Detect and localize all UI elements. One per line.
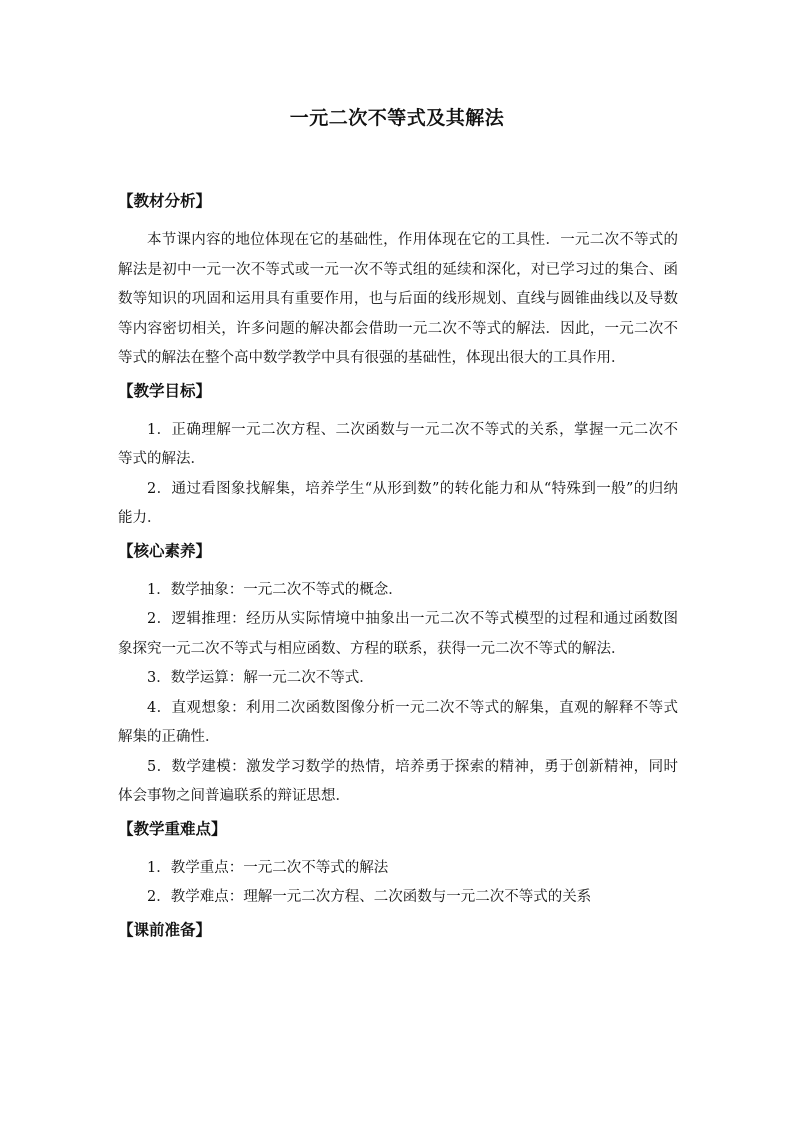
literacy-item-2: 2．逻辑推理：经历从实际情境中抽象出一元二次不等式模型的过程和通过函数图象探究一元二次不等式与相应函数、方程的联系，获得一元二次不等式的解法． <box>118 611 678 657</box>
literacy-item-1: 1．数学抽象：一元二次不等式的概念． <box>147 581 403 598</box>
key-point-item-1: 1．教学重点：一元二次不等式的解法 <box>147 859 389 876</box>
section-heading-preparation: 【课前准备】 <box>118 919 212 939</box>
section-heading-literacy: 【核心素养】 <box>118 540 212 560</box>
document-title: 一元二次不等式及其解法 <box>289 107 505 129</box>
document-body <box>118 186 678 949</box>
key-point-item-2: 2．教学难点：理解一元二次方程、二次函数与一元二次不等式的关系 <box>147 889 592 905</box>
section-core-literacy <box>118 536 678 812</box>
literacy-item-3: 3．数学运算：解一元二次不等式． <box>147 670 374 686</box>
section-key-difficult-points <box>118 814 678 913</box>
literacy-item-4: 4．直观想象：利用二次函数图像分析一元二次不等式的解集，直观的解释不等式解集的正确性． <box>118 699 678 745</box>
analysis-paragraph: 本节课内容的地位体现在它的基础性，作用体现在它的工具性．一元二次不等式的解法是初中一元一次不等式或一元一次不等式组的延续和深化，对已学习过的集合、函数等知识的巩固和运用具有重要作用，也与后面的线形规划、直线与圆锥曲线以及导数等内容密切相关，许多问题的解决都会借助一元二次不等式的解法．因此，一元二次不等式的解法在整个高中数学教学中具有很强的基础性，体现出很大的工具作用． <box>118 232 678 366</box>
section-heading-key-points: 【教学重难点】 <box>118 818 227 838</box>
section-class-preparation <box>118 915 678 945</box>
section-textbook-analysis <box>118 186 678 374</box>
section-heading-analysis: 【教材分析】 <box>118 191 212 210</box>
section-heading-goals: 【教学目标】 <box>118 380 212 400</box>
section-teaching-goals <box>118 376 678 534</box>
goal-item-2: 2．通过看图象找解集，培养学生“从形到数”的转化能力和从“特殊到一般”的归纳能力． <box>118 480 678 526</box>
literacy-item-5: 5．数学建模：激发学习数学的热情，培养勇于探索的精神，勇于创新精神，同时体会事物之间普遍联系的辩证思想． <box>118 758 678 804</box>
goal-item-1: 1．正确理解一元二次方程、二次函数与一元二次不等式的关系，掌握一元二次不等式的解法． <box>118 421 678 467</box>
